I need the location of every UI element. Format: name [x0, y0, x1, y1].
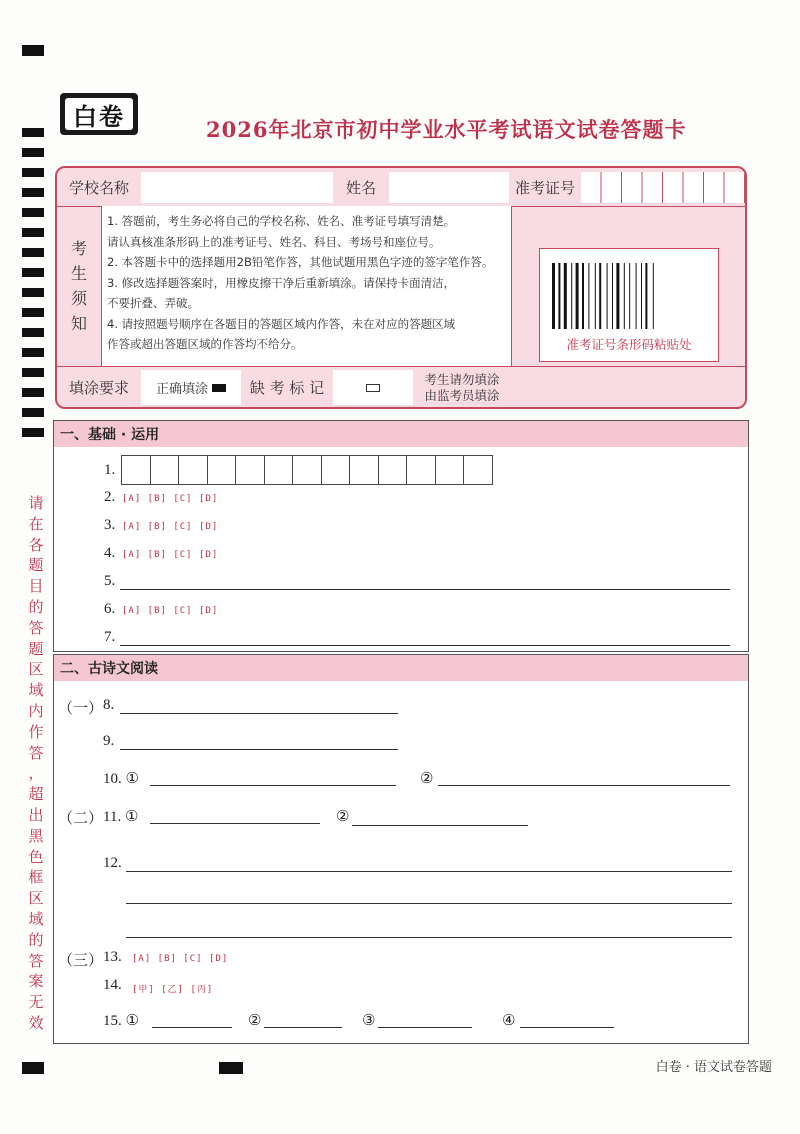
absent-note-line: 考生请勿填涂 — [424, 371, 500, 387]
section-classical-reading — [53, 654, 749, 1044]
side-instruction-char: 目 — [28, 577, 44, 596]
side-instruction-char: 题 — [28, 639, 44, 658]
barcode-bar — [599, 263, 601, 329]
fill-correct-label: 正确填涂 — [155, 382, 208, 397]
answer-line[interactable] — [120, 589, 730, 590]
name-field[interactable] — [389, 172, 509, 203]
school-label: 学校名称 — [68, 178, 129, 197]
part-label: （一） — [58, 701, 104, 717]
barcode-bar — [588, 263, 589, 329]
char-box[interactable] — [463, 455, 493, 485]
answer-line[interactable] — [438, 785, 730, 786]
section-title: 二、古诗文阅读 — [54, 655, 748, 681]
choice-options[interactable]: [A] [B] [C] [D] — [132, 954, 229, 964]
barcode-area — [539, 248, 719, 362]
timing-mark — [22, 168, 44, 177]
question-number: 3. — [104, 517, 116, 533]
notice-list — [107, 211, 517, 355]
absent-note — [413, 366, 511, 409]
side-instruction-char: 超 — [28, 785, 44, 804]
page-footer: 白卷 · 语文试卷答题 — [655, 1060, 772, 1075]
side-instruction-char: 请 — [28, 494, 44, 512]
barcode-bar — [653, 263, 654, 329]
timing-mark — [22, 388, 44, 397]
barcode-bar — [607, 263, 608, 329]
question-number: 12. — [103, 855, 122, 871]
fill-label: 填涂要求 — [68, 379, 129, 397]
answer-line[interactable] — [120, 713, 398, 714]
side-instruction-char: 出 — [28, 805, 44, 824]
question-number: ④ — [502, 1013, 516, 1029]
char-box[interactable] — [235, 455, 265, 485]
question-number: 5. — [104, 573, 116, 589]
question-number: 6. — [104, 601, 116, 617]
barcode-bar — [612, 263, 613, 329]
side-instruction-char: 域 — [28, 909, 44, 928]
fill-example — [141, 370, 241, 405]
question-number: 1. — [104, 462, 116, 478]
barcode-bar — [595, 263, 596, 329]
char-box[interactable] — [349, 455, 379, 485]
timing-mark — [22, 348, 44, 357]
side-instruction-char: 答 — [28, 618, 44, 637]
side-instruction-char: 题 — [28, 556, 44, 575]
answer-line[interactable] — [152, 1027, 232, 1028]
question-number: 9. — [103, 733, 115, 749]
side-instruction-char: 区 — [28, 660, 44, 679]
choice-options[interactable]: [甲] [乙] [丙] — [132, 985, 214, 995]
answer-line[interactable] — [378, 1027, 472, 1028]
side-instruction-char: 在 — [28, 514, 44, 533]
side-instruction-char: 答 — [28, 951, 44, 970]
timing-mark — [219, 1062, 243, 1074]
badge-text: 白卷 — [65, 98, 133, 130]
barcode-bar — [616, 263, 619, 329]
char-box[interactable] — [150, 455, 180, 485]
side-instruction-char: 区 — [28, 889, 44, 908]
timing-mark — [22, 208, 44, 217]
absent-mark-area[interactable] — [333, 370, 413, 405]
char-box[interactable] — [321, 455, 351, 485]
choice-options[interactable]: [A] [B] [C] [D] — [122, 606, 219, 616]
char-box[interactable] — [378, 455, 408, 485]
page-title: 2026年北京市初中学业水平考试语文试卷答题卡 — [206, 117, 687, 142]
question-number: ② — [420, 771, 434, 787]
notice-title-char: 须 — [70, 289, 87, 308]
question-number: 11. ① — [103, 809, 139, 825]
divider — [57, 366, 747, 367]
side-instruction-char: 色 — [28, 847, 44, 866]
question-number: 14. — [103, 977, 122, 993]
side-instruction-char: 案 — [28, 972, 44, 991]
section-basics — [53, 420, 749, 652]
candidate-info-card — [55, 166, 747, 409]
timing-mark — [22, 188, 44, 197]
name-label: 姓名 — [345, 178, 376, 197]
q1-char-boxes — [121, 455, 492, 485]
answer-line[interactable] — [126, 871, 732, 872]
side-instruction — [25, 493, 47, 1034]
char-box[interactable] — [121, 455, 151, 485]
side-instruction-char: 内 — [28, 701, 44, 720]
ticket-label: 准考证号 — [514, 178, 575, 197]
choice-options[interactable]: [A] [B] [C] [D] — [122, 494, 219, 504]
absent-label: 缺 考 标 记 — [249, 379, 325, 397]
answer-line[interactable] — [126, 903, 732, 904]
answer-line[interactable] — [352, 825, 528, 826]
timing-mark — [22, 408, 44, 417]
question-number: 8. — [103, 697, 115, 713]
barcode-bar — [558, 263, 560, 329]
notice-line: 不要折叠、弄破。 — [107, 296, 199, 310]
paper-badge — [60, 93, 138, 135]
notice-title-char: 考 — [70, 239, 87, 258]
answer-line[interactable] — [150, 785, 396, 786]
char-box[interactable] — [207, 455, 237, 485]
side-instruction-char: 的 — [28, 597, 44, 616]
question-number: ② — [248, 1013, 262, 1029]
side-instruction-char: 的 — [28, 930, 44, 949]
answer-line[interactable] — [126, 937, 732, 938]
choice-options[interactable]: [A] [B] [C] [D] — [122, 522, 219, 532]
absent-note-line: 由监考员填涂 — [424, 387, 500, 403]
side-instruction-char: 作 — [28, 722, 44, 741]
answer-line[interactable] — [120, 645, 730, 646]
timing-mark — [22, 268, 44, 277]
notice-title-char: 生 — [70, 264, 87, 283]
barcode-bar — [645, 263, 647, 329]
divider — [101, 206, 102, 366]
timing-mark — [22, 428, 44, 437]
side-instruction-char: 域 — [28, 681, 44, 700]
barcode-bar — [576, 263, 579, 329]
barcode-bar — [571, 263, 572, 329]
barcode-bar — [564, 263, 567, 329]
question-number: 13. — [103, 949, 122, 965]
barcode-label: 准考证号条形码粘贴处 — [566, 337, 692, 352]
barcode-bar — [629, 263, 630, 329]
side-instruction-char: 各 — [28, 535, 44, 554]
timing-mark — [22, 328, 44, 337]
absent-bubble-icon[interactable] — [366, 384, 380, 392]
barcode-bar — [552, 263, 555, 329]
timing-mark — [22, 228, 44, 237]
side-instruction-char: 答 — [28, 743, 44, 762]
timing-mark — [22, 248, 44, 257]
side-instruction-char: 无 — [28, 993, 44, 1012]
timing-mark — [22, 368, 44, 377]
char-box[interactable] — [435, 455, 465, 485]
char-box[interactable] — [264, 455, 294, 485]
notice-line: 4. 请按照题号顺序在各题目的答题区域内作答，未在对应的答题区域 — [107, 316, 456, 331]
notice-line: 请认真核准条形码上的准考证号、姓名、科目、考场号和座位号。 — [107, 234, 441, 249]
question-number: 10. ① — [103, 771, 139, 787]
timing-mark — [22, 288, 44, 297]
answer-line[interactable] — [120, 749, 398, 750]
notice-line: 1. 答题前，考生务必将自己的学校名称、姓名、准考证号填写清楚。 — [107, 214, 456, 228]
barcode-bar — [641, 263, 642, 329]
answer-line[interactable] — [520, 1027, 614, 1028]
char-box[interactable] — [178, 455, 208, 485]
timing-mark — [22, 148, 44, 157]
char-box[interactable] — [406, 455, 436, 485]
notice-line: 3. 修改选择题答案时，用橡皮擦干净后重新填涂。请保持卡面清洁， — [107, 275, 456, 290]
question-number: 2. — [104, 489, 116, 505]
question-number: 4. — [104, 545, 116, 561]
timing-mark — [22, 128, 44, 137]
timing-mark — [22, 308, 44, 317]
side-instruction-char: 框 — [28, 868, 44, 887]
question-number: 15. ① — [103, 1013, 139, 1029]
answer-line[interactable] — [264, 1027, 342, 1028]
barcode-bar — [582, 263, 584, 329]
ticket-number-field[interactable] — [581, 172, 745, 203]
notice-line: 2. 本答题卡中的选择题用2B铅笔作答，其他试题用黑色字迹的签字笔作答。 — [107, 255, 494, 269]
notice-title-char: 知 — [70, 314, 87, 333]
filled-bubble-icon — [212, 384, 226, 392]
side-instruction-char: ， — [28, 764, 44, 783]
barcode-icon — [552, 263, 707, 329]
part-label: （二） — [58, 811, 104, 827]
section-title: 一、基础 · 运用 — [54, 421, 748, 447]
part-label: （三） — [58, 953, 104, 969]
question-number: ③ — [362, 1013, 376, 1029]
timing-mark — [22, 1062, 44, 1074]
timing-mark — [22, 45, 44, 56]
choice-options[interactable]: [A] [B] [C] [D] — [122, 550, 219, 560]
barcode-bar — [636, 263, 637, 329]
char-box[interactable] — [292, 455, 322, 485]
notice-title — [57, 206, 101, 366]
side-instruction-char: 效 — [28, 1013, 44, 1032]
barcode-bar — [624, 263, 625, 329]
ticket-digit-cells — [581, 172, 745, 203]
notice-line: 作答或超出答题区域的作答均不给分。 — [107, 337, 303, 351]
question-number: 7. — [104, 629, 116, 645]
side-instruction-char: 黑 — [28, 826, 44, 845]
answer-line[interactable] — [150, 823, 320, 824]
divider — [511, 206, 512, 366]
question-number: ② — [336, 809, 350, 825]
school-name-field[interactable] — [141, 172, 333, 203]
